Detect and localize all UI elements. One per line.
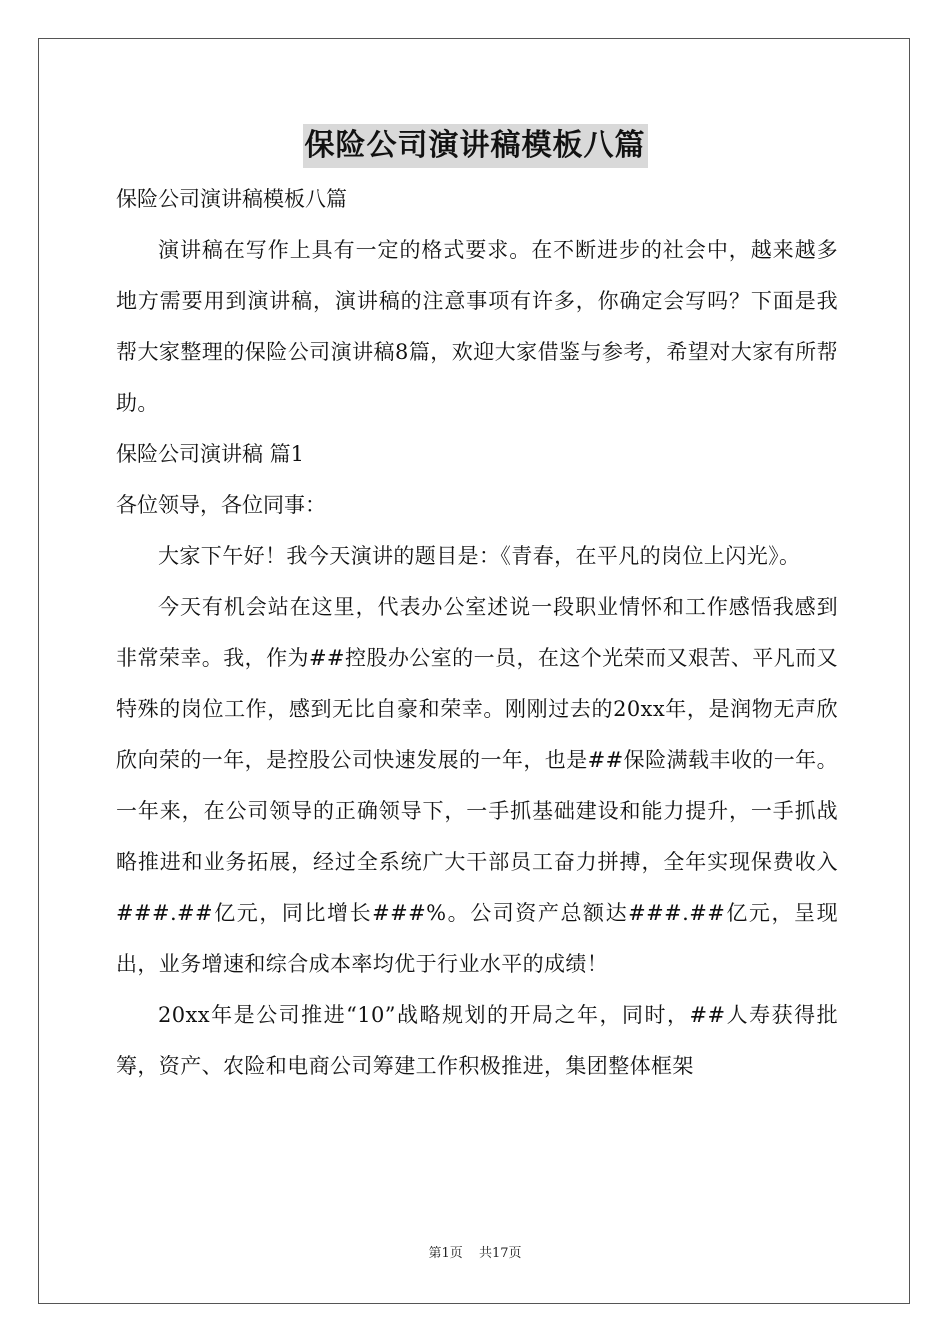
greeting-line: 各位领导，各位同事： (116, 493, 326, 517)
document-title: 保险公司演讲稿模板八篇 (303, 124, 648, 168)
body-paragraph: 今天有机会站在这里，代表办公室述说一段职业情怀和工作感悟我感到非常荣幸。我，作为##控股办公室的一员，在这个光荣而又艰苦、平凡而又特殊的岗位工作，感到无比自豪和荣幸。刚刚过去的20xx年，是润物无声欣欣向荣的一年，是控股公司快速发展的一年，也是##保险满载丰收的一年。一年来，在公司领导的正确领导下，一手抓基础建设和能力提升，一手抓战略推进和业务拓展，经过全系统广大干部员工奋力拼搏，全年实现保费收入###.##亿元，同比增长###%。公司资产总额达###.##亿元，呈现出，业务增速和综合成本率均优于行业水平的成绩！ (116, 595, 838, 976)
page-total: 共17页 (478, 1246, 522, 1261)
page-footer (0, 1244, 950, 1264)
page-number: 第1页 (428, 1246, 463, 1261)
body-paragraph: 大家下午好！我今天演讲的题目是：《青春，在平凡的岗位上闪光》。 (158, 544, 801, 568)
body-paragraph: 20xx年是公司推进“10”战略规划的开局之年，同时，##人寿获得批筹，资产、农险和电商公司筹建工作积极推进，集团整体框架 (116, 1003, 838, 1078)
document-body (116, 174, 838, 1092)
section-heading: 保险公司演讲稿 篇1 (116, 442, 305, 466)
document-subtitle: 保险公司演讲稿模板八篇 (116, 187, 347, 211)
title-area (0, 124, 950, 168)
intro-paragraph: 演讲稿在写作上具有一定的格式要求。在不断进步的社会中，越来越多地方需要用到演讲稿，演讲稿的注意事项有许多，你确定会写吗？下面是我帮大家整理的保险公司演讲稿8篇，欢迎大家借鉴与参考，希望对大家有所帮助。 (116, 238, 838, 415)
